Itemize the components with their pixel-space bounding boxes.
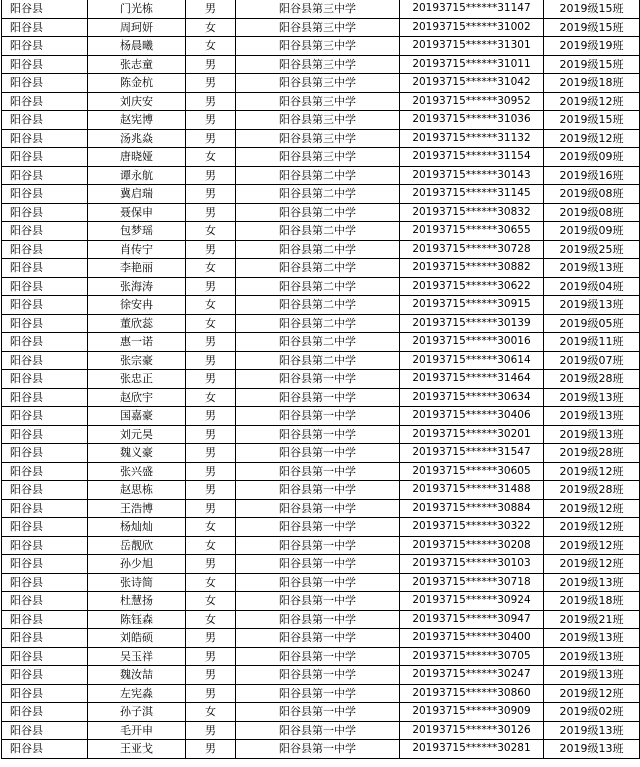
county-cell: 阳谷县 [2,647,88,666]
gender-cell: 男 [186,166,236,185]
registration-id-cell: 20193715******31042 [400,74,544,93]
student-name-cell: 惠一诺 [88,333,186,352]
county-cell: 阳谷县 [2,555,88,574]
school-cell: 阳谷县第二中学 [236,203,400,222]
school-cell: 阳谷县第一中学 [236,370,400,389]
registration-id-cell: 20193715******30884 [400,499,544,518]
gender-cell: 男 [186,185,236,204]
class-cell: 2019级09班 [544,222,640,241]
student-name-cell: 杨晨曦 [88,37,186,56]
county-cell: 阳谷县 [2,425,88,444]
student-name-cell: 刘皓硕 [88,629,186,648]
registration-id-cell: 20193715******31002 [400,18,544,37]
student-name-cell: 毛开申 [88,721,186,740]
gender-cell: 男 [186,647,236,666]
school-cell: 阳谷县第一中学 [236,629,400,648]
table-row [2,592,640,611]
school-cell: 阳谷县第三中学 [236,55,400,74]
table-row [2,462,640,481]
table-row [2,666,640,685]
county-cell: 阳谷县 [2,296,88,315]
class-cell: 2019级12班 [544,129,640,148]
school-cell: 阳谷县第二中学 [236,240,400,259]
gender-cell: 男 [186,277,236,296]
registration-id-cell: 20193715******30016 [400,333,544,352]
table-row [2,111,640,130]
class-cell: 2019级28班 [544,481,640,500]
registration-id-cell: 20193715******30924 [400,592,544,611]
class-cell: 2019级05班 [544,314,640,333]
registration-id-cell: 20193715******30208 [400,536,544,555]
class-cell: 2019级13班 [544,407,640,426]
table-row [2,277,640,296]
county-cell: 阳谷县 [2,55,88,74]
county-cell: 阳谷县 [2,666,88,685]
gender-cell: 男 [186,462,236,481]
class-cell: 2019级18班 [544,74,640,93]
school-cell: 阳谷县第一中学 [236,555,400,574]
table-row [2,425,640,444]
county-cell: 阳谷县 [2,573,88,592]
gender-cell: 男 [186,666,236,685]
registration-id-cell: 20193715******30406 [400,407,544,426]
student-name-cell: 孙少旭 [88,555,186,574]
county-cell: 阳谷县 [2,111,88,130]
gender-cell: 女 [186,592,236,611]
county-cell: 阳谷县 [2,721,88,740]
table-row [2,684,640,703]
school-cell: 阳谷县第一中学 [236,499,400,518]
gender-cell: 男 [186,203,236,222]
county-cell: 阳谷县 [2,481,88,500]
school-cell: 阳谷县第一中学 [236,536,400,555]
table-row [2,240,640,259]
county-cell: 阳谷县 [2,518,88,537]
county-cell: 阳谷县 [2,148,88,167]
gender-cell: 男 [186,333,236,352]
county-cell: 阳谷县 [2,37,88,56]
table-row [2,55,640,74]
county-cell: 阳谷县 [2,222,88,241]
county-cell: 阳谷县 [2,462,88,481]
table-row [2,129,640,148]
class-cell: 2019级28班 [544,370,640,389]
school-cell: 阳谷县第二中学 [236,222,400,241]
class-cell: 2019级15班 [544,55,640,74]
class-cell: 2019级13班 [544,666,640,685]
registration-id-cell: 20193715******30728 [400,240,544,259]
table-row [2,166,640,185]
registration-id-cell: 20193715******30322 [400,518,544,537]
county-cell: 阳谷县 [2,370,88,389]
county-cell: 阳谷县 [2,185,88,204]
student-name-cell: 李艳丽 [88,259,186,278]
registration-id-cell: 20193715******30882 [400,259,544,278]
student-name-cell: 吴玉祥 [88,647,186,666]
table-row [2,296,640,315]
county-cell: 阳谷县 [2,129,88,148]
school-cell: 阳谷县第二中学 [236,166,400,185]
class-cell: 2019级04班 [544,277,640,296]
class-cell: 2019级25班 [544,240,640,259]
gender-cell: 女 [186,18,236,37]
registration-id-cell: 20193715******31488 [400,481,544,500]
class-cell: 2019级18班 [544,592,640,611]
county-cell: 阳谷县 [2,740,88,759]
registration-id-cell: 20193715******31464 [400,370,544,389]
registration-id-cell: 20193715******30655 [400,222,544,241]
registration-id-cell: 20193715******31547 [400,444,544,463]
class-cell: 2019级15班 [544,111,640,130]
school-cell: 阳谷县第一中学 [236,388,400,407]
county-cell: 阳谷县 [2,629,88,648]
registration-id-cell: 20193715******31011 [400,55,544,74]
gender-cell: 男 [186,351,236,370]
registration-id-cell: 20193715******30952 [400,92,544,111]
table-row [2,148,640,167]
registration-id-cell: 20193715******30909 [400,703,544,722]
school-cell: 阳谷县第三中学 [236,37,400,56]
class-cell: 2019级12班 [544,555,640,574]
table-row [2,518,640,537]
student-name-cell: 包梦瑶 [88,222,186,241]
student-name-cell: 杜慧扬 [88,592,186,611]
county-cell: 阳谷县 [2,388,88,407]
gender-cell: 男 [186,444,236,463]
class-cell: 2019级09班 [544,148,640,167]
student-name-cell: 张志童 [88,55,186,74]
student-name-cell: 赵欣宇 [88,388,186,407]
table-row [2,222,640,241]
class-cell: 2019级13班 [544,296,640,315]
student-name-cell: 唐晓娅 [88,148,186,167]
gender-cell: 男 [186,92,236,111]
registration-id-cell: 20193715******30622 [400,277,544,296]
school-cell: 阳谷县第一中学 [236,647,400,666]
student-name-cell: 国嘉豪 [88,407,186,426]
table-row [2,721,640,740]
table-row [2,555,640,574]
registration-id-cell: 20193715******30947 [400,610,544,629]
class-cell: 2019级12班 [544,536,640,555]
county-cell: 阳谷县 [2,536,88,555]
class-cell: 2019级12班 [544,499,640,518]
student-list-table [1,0,640,759]
student-name-cell: 刘庆安 [88,92,186,111]
student-name-cell: 魏汝喆 [88,666,186,685]
student-name-cell: 杨灿灿 [88,518,186,537]
gender-cell: 男 [186,684,236,703]
table-row [2,18,640,37]
registration-id-cell: 20193715******30103 [400,555,544,574]
table-row [2,37,640,56]
student-name-cell: 张宗豪 [88,351,186,370]
school-cell: 阳谷县第二中学 [236,185,400,204]
table-row [2,92,640,111]
county-cell: 阳谷县 [2,166,88,185]
county-cell: 阳谷县 [2,684,88,703]
school-cell: 阳谷县第二中学 [236,259,400,278]
registration-id-cell: 20193715******30832 [400,203,544,222]
gender-cell: 男 [186,555,236,574]
registration-id-cell: 20193715******30281 [400,740,544,759]
table-row [2,185,640,204]
class-cell: 2019级15班 [544,0,640,18]
gender-cell: 女 [186,259,236,278]
table-row [2,499,640,518]
county-cell: 阳谷县 [2,259,88,278]
school-cell: 阳谷县第一中学 [236,684,400,703]
student-name-cell: 聂保申 [88,203,186,222]
registration-id-cell: 20193715******30860 [400,684,544,703]
class-cell: 2019级11班 [544,333,640,352]
registration-id-cell: 20193715******30143 [400,166,544,185]
county-cell: 阳谷县 [2,333,88,352]
table-row [2,370,640,389]
student-name-cell: 赵宪博 [88,111,186,130]
gender-cell: 男 [186,721,236,740]
student-name-cell: 陈金杭 [88,74,186,93]
gender-cell: 男 [186,240,236,259]
school-cell: 阳谷县第三中学 [236,148,400,167]
registration-id-cell: 20193715******30400 [400,629,544,648]
student-name-cell: 谭永航 [88,166,186,185]
class-cell: 2019级13班 [544,259,640,278]
registration-id-cell: 20193715******31154 [400,148,544,167]
county-cell: 阳谷县 [2,74,88,93]
school-cell: 阳谷县第一中学 [236,573,400,592]
table-row [2,444,640,463]
table-row [2,610,640,629]
student-name-cell: 徐安冉 [88,296,186,315]
class-cell: 2019级08班 [544,185,640,204]
student-name-cell: 孙子淇 [88,703,186,722]
gender-cell: 女 [186,222,236,241]
registration-id-cell: 20193715******30718 [400,573,544,592]
gender-cell: 女 [186,296,236,315]
student-name-cell: 冀启瑞 [88,185,186,204]
class-cell: 2019级15班 [544,18,640,37]
class-cell: 2019级21班 [544,610,640,629]
school-cell: 阳谷县第二中学 [236,314,400,333]
student-name-cell: 张忠正 [88,370,186,389]
gender-cell: 女 [186,610,236,629]
student-name-cell: 魏义豪 [88,444,186,463]
student-name-cell: 王亚戈 [88,740,186,759]
gender-cell: 女 [186,314,236,333]
school-cell: 阳谷县第一中学 [236,721,400,740]
table-row [2,629,640,648]
table-row [2,351,640,370]
table-row [2,481,640,500]
class-cell: 2019级13班 [544,721,640,740]
registration-id-cell: 20193715******30605 [400,462,544,481]
gender-cell: 男 [186,129,236,148]
class-cell: 2019级08班 [544,203,640,222]
class-cell: 2019级13班 [544,573,640,592]
gender-cell: 男 [186,740,236,759]
county-cell: 阳谷县 [2,703,88,722]
gender-cell: 女 [186,703,236,722]
class-cell: 2019级13班 [544,629,640,648]
gender-cell: 男 [186,629,236,648]
school-cell: 阳谷县第二中学 [236,296,400,315]
student-name-cell: 张海涛 [88,277,186,296]
class-cell: 2019级12班 [544,684,640,703]
student-name-cell: 陈钰森 [88,610,186,629]
table-row [2,74,640,93]
class-cell: 2019级12班 [544,462,640,481]
registration-id-cell: 20193715******30634 [400,388,544,407]
student-name-cell: 刘元昊 [88,425,186,444]
county-cell: 阳谷县 [2,351,88,370]
registration-id-cell: 20193715******31301 [400,37,544,56]
class-cell: 2019级13班 [544,647,640,666]
student-name-cell: 门光栋 [88,0,186,18]
class-cell: 2019级13班 [544,388,640,407]
county-cell: 阳谷县 [2,610,88,629]
student-name-cell: 张诗简 [88,573,186,592]
gender-cell: 男 [186,425,236,444]
table-row [2,0,640,18]
gender-cell: 男 [186,499,236,518]
registration-id-cell: 20193715******31147 [400,0,544,18]
registration-id-cell: 20193715******30915 [400,296,544,315]
gender-cell: 女 [186,573,236,592]
class-cell: 2019级07班 [544,351,640,370]
gender-cell: 男 [186,111,236,130]
registration-id-cell: 20193715******31132 [400,129,544,148]
county-cell: 阳谷县 [2,444,88,463]
table-row [2,740,640,759]
county-cell: 阳谷县 [2,18,88,37]
table-row [2,333,640,352]
table-row [2,314,640,333]
school-cell: 阳谷县第一中学 [236,703,400,722]
county-cell: 阳谷县 [2,277,88,296]
gender-cell: 女 [186,388,236,407]
county-cell: 阳谷县 [2,203,88,222]
county-cell: 阳谷县 [2,592,88,611]
gender-cell: 男 [186,370,236,389]
registration-id-cell: 20193715******30705 [400,647,544,666]
school-cell: 阳谷县第三中学 [236,18,400,37]
gender-cell: 女 [186,536,236,555]
table-row [2,703,640,722]
school-cell: 阳谷县第一中学 [236,666,400,685]
student-name-cell: 肖传宁 [88,240,186,259]
class-cell: 2019级16班 [544,166,640,185]
student-name-cell: 岳靓欣 [88,536,186,555]
table-row [2,536,640,555]
student-name-cell: 汤兆焱 [88,129,186,148]
school-cell: 阳谷县第一中学 [236,407,400,426]
table-row [2,203,640,222]
class-cell: 2019级02班 [544,703,640,722]
table-row [2,647,640,666]
school-cell: 阳谷县第三中学 [236,129,400,148]
school-cell: 阳谷县第一中学 [236,481,400,500]
class-cell: 2019级12班 [544,92,640,111]
class-cell: 2019级13班 [544,425,640,444]
student-name-cell: 周珂妍 [88,18,186,37]
registration-id-cell: 20193715******30201 [400,425,544,444]
gender-cell: 男 [186,55,236,74]
school-cell: 阳谷县第三中学 [236,74,400,93]
table-row [2,259,640,278]
class-cell: 2019级13班 [544,740,640,759]
school-cell: 阳谷县第一中学 [236,462,400,481]
school-cell: 阳谷县第一中学 [236,610,400,629]
registration-id-cell: 20193715******30247 [400,666,544,685]
gender-cell: 男 [186,481,236,500]
school-cell: 阳谷县第二中学 [236,351,400,370]
school-cell: 阳谷县第一中学 [236,740,400,759]
county-cell: 阳谷县 [2,240,88,259]
school-cell: 阳谷县第一中学 [236,425,400,444]
class-cell: 2019级28班 [544,444,640,463]
county-cell: 阳谷县 [2,92,88,111]
school-cell: 阳谷县第一中学 [236,518,400,537]
registration-id-cell: 20193715******31145 [400,185,544,204]
class-cell: 2019级19班 [544,37,640,56]
county-cell: 阳谷县 [2,0,88,18]
student-name-cell: 张兴盛 [88,462,186,481]
student-name-cell: 赵思栋 [88,481,186,500]
county-cell: 阳谷县 [2,407,88,426]
registration-id-cell: 20193715******31036 [400,111,544,130]
registration-id-cell: 20193715******30139 [400,314,544,333]
table-body [2,0,640,758]
student-name-cell: 王浩博 [88,499,186,518]
school-cell: 阳谷县第一中学 [236,444,400,463]
table-row [2,407,640,426]
student-name-cell: 左宪淼 [88,684,186,703]
gender-cell: 女 [186,148,236,167]
county-cell: 阳谷县 [2,499,88,518]
table-row [2,573,640,592]
registration-id-cell: 20193715******30614 [400,351,544,370]
county-cell: 阳谷县 [2,314,88,333]
gender-cell: 男 [186,407,236,426]
table-row [2,388,640,407]
school-cell: 阳谷县第三中学 [236,92,400,111]
gender-cell: 女 [186,518,236,537]
school-cell: 阳谷县第二中学 [236,277,400,296]
class-cell: 2019级12班 [544,518,640,537]
student-name-cell: 董欣蕊 [88,314,186,333]
school-cell: 阳谷县第三中学 [236,0,400,18]
registration-id-cell: 20193715******30126 [400,721,544,740]
school-cell: 阳谷县第三中学 [236,111,400,130]
gender-cell: 女 [186,37,236,56]
gender-cell: 男 [186,74,236,93]
school-cell: 阳谷县第一中学 [236,592,400,611]
gender-cell: 男 [186,0,236,18]
school-cell: 阳谷县第二中学 [236,333,400,352]
